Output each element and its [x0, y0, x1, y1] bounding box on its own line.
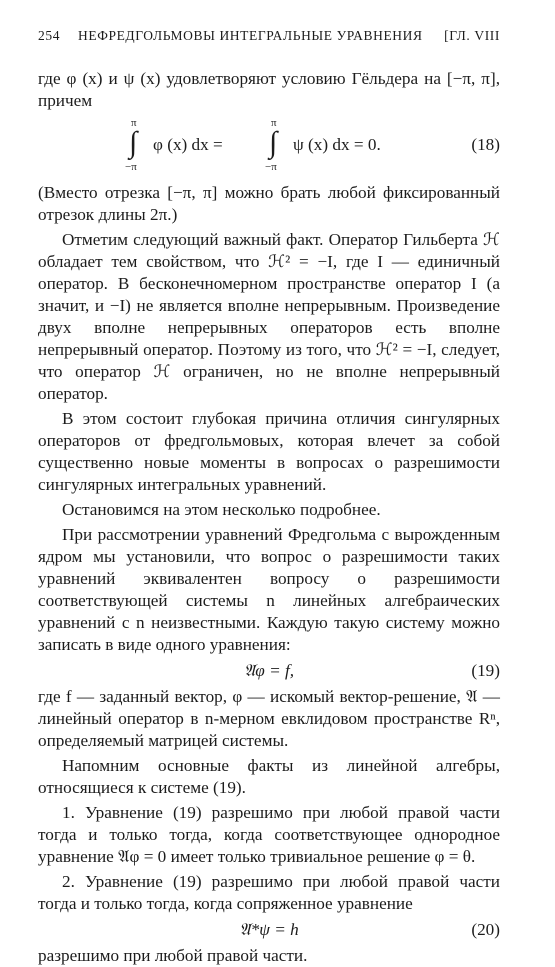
paragraph-holder-condition: где φ (x) и ψ (x) удовлетворяют условию Гёльдера на [−π, π], причем [38, 69, 500, 110]
formula-20 [38, 919, 500, 941]
integral-sign: ∫ [269, 126, 278, 159]
paragraph-linear-algebra-facts: Напомним основные факты из линейной алгебры, относящиеся к системе (19). [38, 756, 500, 797]
integral-sign: ∫ [129, 126, 138, 159]
formula-20-expression: 𝔄*ψ = h [239, 920, 299, 939]
integral-upper-limit: π [271, 117, 277, 129]
integral-upper-limit: π [131, 117, 137, 129]
formula-19-expression: 𝔄φ = f, [243, 661, 295, 680]
paragraph-more-detail: Остановимся на этом несколько подробнее. [62, 500, 381, 519]
running-title: НЕФРЕДГОЛЬМОВЫ ИНТЕГРАЛЬНЫЕ УРАВНЕНИЯ [78, 28, 423, 43]
page-body [38, 68, 500, 967]
paragraph-fact-1: 1. Уравнение (19) разрешимо при любой правой части тогда и только тогда, когда соответствующее однородное уравнение 𝔄φ = 0 имеет только тривиальное решение φ = θ. [38, 803, 500, 866]
right-integrand: ψ (x) dx = 0. [293, 135, 381, 154]
running-header [38, 28, 500, 50]
paragraph-vector-definitions: где f — заданный вектор, φ — искомый вектор-решение, 𝔄 — линейный оператор в n-мерном евклидовом пространстве Rⁿ, определяемый матрицей системы. [38, 687, 500, 750]
paragraph-deep-reason: В этом состоит глубокая причина отличия сингулярных операторов от фредгольмовых, которая влечет за собой существенно новые моменты в вопросах о разрешимости сингулярных интегральных уравнений. [38, 409, 500, 494]
formula-19 [38, 660, 500, 682]
page-number: 254 [38, 28, 61, 43]
formula-18-expression [38, 117, 500, 180]
chapter-label: [ГЛ. VIII [444, 28, 500, 43]
paragraph-fact-2: 2. Уравнение (19) разрешимо при любой правой части тогда и только тогда, когда сопряженное уравнение [38, 872, 500, 913]
formula-number: (19) [471, 661, 500, 680]
formula-number: (20) [471, 920, 500, 939]
integral-lower-limit: −π [265, 161, 277, 173]
paragraph-interval-note: (Вместо отрезка [−π, π] можно брать любой фиксированный отрезок длины 2π.) [38, 183, 500, 224]
left-integrand: φ (x) dx = [153, 135, 223, 154]
formula-18 [38, 116, 500, 176]
integral-lower-limit: −π [125, 161, 137, 173]
paragraph-fredholm-degenerate: При рассмотрении уравнений Фредгольма с вырожденным ядром мы установили, что вопрос о разрешимости таких уравнений эквивалентен вопросу о разрешимости соответствующей системы n линейных алгебраических уравнений с n неизвестными. Каждую такую систему можно записать в виде одного уравнения: [38, 525, 500, 654]
paragraph-hilbert-operator: Отметим следующий важный факт. Оператор Гильберта ℋ обладает тем свойством, что ℋ² = −I, где I — единичный оператор. В бесконечномерном пространстве оператор I (а значит, и −I) не является вполне непрерывным. Произведение двух вполне непрерывных операторов есть вполне непрерывный оператор. Поэтому из того, что ℋ² = −I, следует, что оператор ℋ ограничен, но не вполне непрерывный оператор. [38, 230, 500, 403]
formula-number: (18) [471, 135, 500, 154]
paragraph-conclusion: разрешимо при любой правой части. [38, 946, 308, 965]
